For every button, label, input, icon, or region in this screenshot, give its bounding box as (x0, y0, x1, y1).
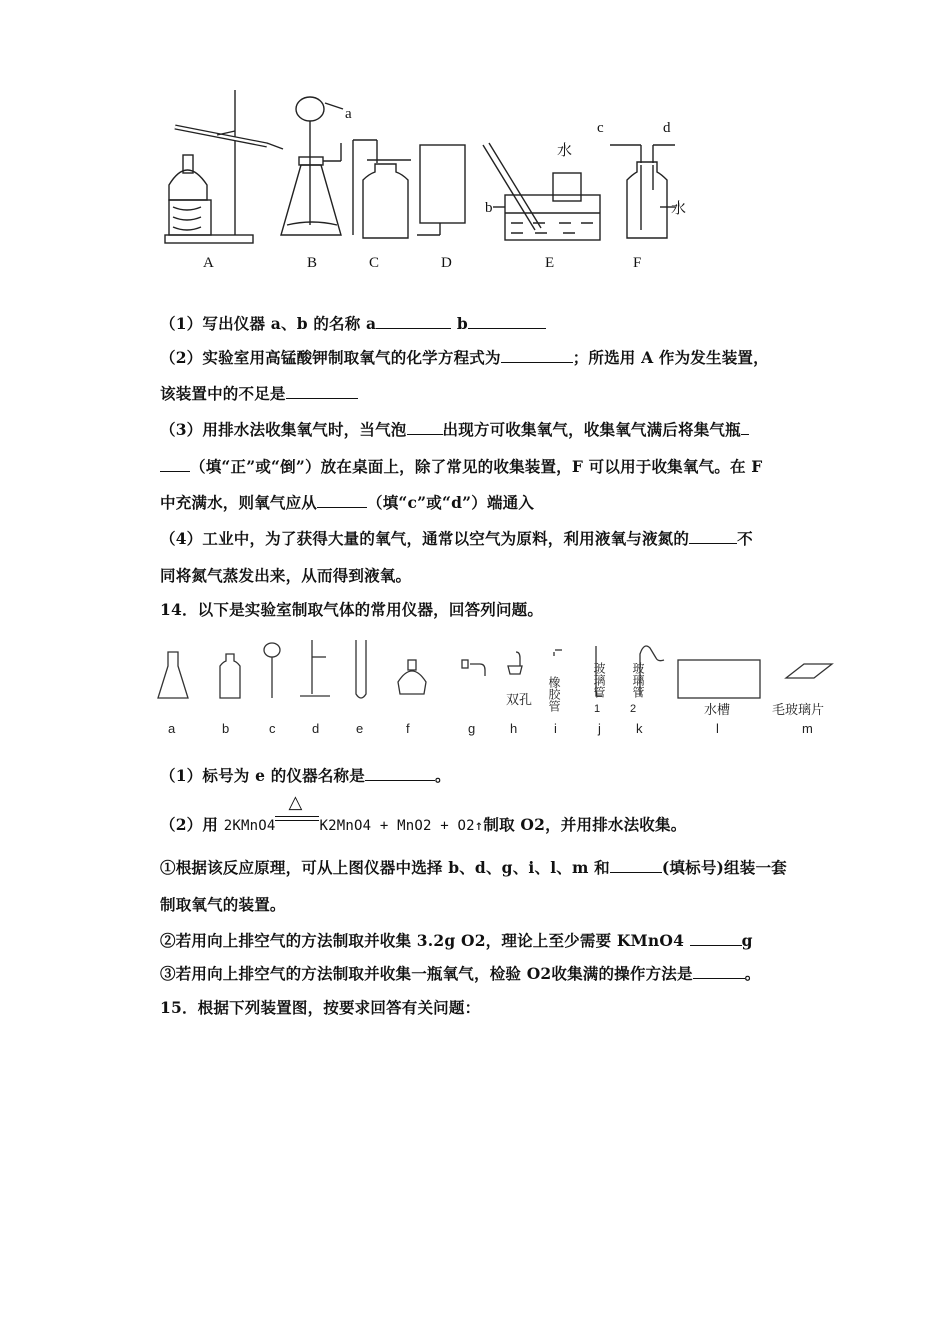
letter-d: d (312, 721, 320, 736)
blank-inlet[interactable] (317, 493, 367, 508)
q13-line-6: 中充满水，则氧气应从 （填“c”或“d”）端通入 (160, 493, 535, 512)
blank-a[interactable] (376, 314, 451, 329)
letter-c: c (269, 721, 276, 736)
q13-line-7: （4）工业中，为了获得大量的氧气，通常以空气为原料，利用液氧与液氮的 不 (160, 529, 753, 548)
apparatus-c (353, 140, 411, 238)
frosted-glass-plate-icon (786, 664, 832, 678)
letter-f: f (406, 721, 410, 736)
two-hole-stopper-icon (508, 652, 522, 674)
m-label: 毛玻璃片 (772, 702, 825, 717)
letter-b: b (222, 721, 230, 736)
caption-d: D (441, 255, 452, 271)
q15-title: 15．根据下列装置图，按要求回答有关问题： (160, 998, 481, 1017)
caption-b: B (307, 255, 318, 271)
q14-part-2: （2）用 2KMnO4 △ K2MnO4 + MnO2 + O2↑制取 O2，并用排水法收集。 (160, 792, 687, 834)
q14-part-1: （1）标号为 e 的仪器名称是 。 (160, 766, 451, 785)
apparatus-e (483, 143, 600, 240)
letter-l: l (716, 721, 719, 736)
letter-i: i (554, 721, 557, 736)
caption-c: C (369, 255, 380, 271)
label-c: c (597, 120, 604, 136)
letter-m: m (802, 721, 813, 736)
letter-h: h (510, 721, 518, 736)
j-label: 玻璃管 (592, 662, 606, 698)
blank-boiling-point[interactable] (689, 529, 737, 544)
wide-mouth-bottle-icon (220, 654, 240, 698)
apparatus-b (281, 97, 343, 235)
alcohol-lamp-icon (398, 660, 426, 694)
blank-e-name[interactable] (365, 766, 435, 781)
k-label: 玻璃管 (631, 662, 645, 698)
rubber-tube-icon (554, 650, 562, 656)
q13-line-1: （1）写出仪器 a、b 的名称 a b (160, 312, 800, 334)
q13-line-2: （2）实验室用高锰酸钾制取氧气的化学方程式为 ；所选用 A 作为发生装置， (160, 348, 769, 367)
q14-part-4: 制取氧气的装置。 (160, 895, 286, 914)
iron-stand-icon (300, 640, 330, 696)
blank-kmno4-mass[interactable] (690, 931, 742, 946)
q14-part-5: ②若用向上排空气的方法制取并收集 3.2g O2，理论上至少需要 KMnO4 g (160, 931, 753, 950)
h-label: 双孔 (506, 692, 533, 707)
letter-g: g (468, 721, 476, 736)
q13-line-8: 同将氮气蒸发出来，从而得到液氧。 (160, 566, 412, 585)
instruments-figure-a-to-m (150, 632, 840, 742)
label-a: a (345, 106, 352, 122)
letter-j: j (598, 721, 601, 736)
blank-orientation-start[interactable] (741, 420, 749, 435)
apparatus-figure-a-to-f (155, 85, 695, 280)
apparatus-d (417, 145, 465, 235)
caption-f: F (633, 255, 642, 271)
blank-orientation[interactable] (160, 457, 190, 472)
thistle-funnel-icon (264, 643, 280, 698)
heat-equals-sign: △ (275, 812, 319, 830)
apparatus-a (165, 90, 283, 243)
water-trough-icon (678, 660, 760, 698)
blank-b[interactable] (468, 314, 546, 329)
j-num: 1 (594, 703, 601, 715)
label-water-f: 水 (671, 201, 687, 217)
stopper-with-tube-icon (462, 660, 485, 676)
label-d: d (663, 120, 671, 136)
q13-line-5: （填“正”或“倒”）放在桌面上，除了常见的收集装置，F 可以用于收集氧气。在 F (160, 455, 800, 477)
blank-check-method[interactable] (693, 964, 745, 979)
q14-title: 14．以下是实验室制取气体的常用仪器，回答列问题。 (160, 600, 544, 619)
label-water-e: 水 (557, 143, 573, 159)
conical-flask-icon (158, 652, 188, 698)
blank-instrument-labels[interactable] (610, 858, 662, 873)
l-label: 水槽 (704, 702, 731, 717)
caption-a: A (203, 255, 214, 271)
apparatus-f (610, 145, 675, 238)
k-num: 2 (630, 703, 637, 715)
q14-part-3: ①根据该反应原理，可从上图仪器中选择 b、d、g、i、l、m 和 (填标号)组装一套 (160, 858, 787, 877)
label-b: b (485, 200, 493, 216)
blank-bubbles[interactable] (407, 420, 443, 435)
i-label: 橡胶管 (547, 676, 561, 712)
letter-e: e (356, 721, 364, 736)
blank-deficiency[interactable] (286, 384, 358, 399)
q13-line-4: （3）用排水法收集氧气时，当气泡 出现方可收集氧气，收集氧气满后将集气瓶 (160, 418, 800, 440)
letter-a: a (168, 721, 176, 736)
test-tube-icon (356, 640, 366, 698)
q14-part-6: ③若用向上排空气的方法制取并收集一瓶氧气，检验 O2收集满的操作方法是 。 (160, 964, 761, 983)
q13-line-3: 该装置中的不足是 (160, 382, 800, 404)
blank-equation[interactable] (501, 348, 573, 363)
caption-e: E (545, 255, 555, 271)
letter-k: k (636, 721, 643, 736)
